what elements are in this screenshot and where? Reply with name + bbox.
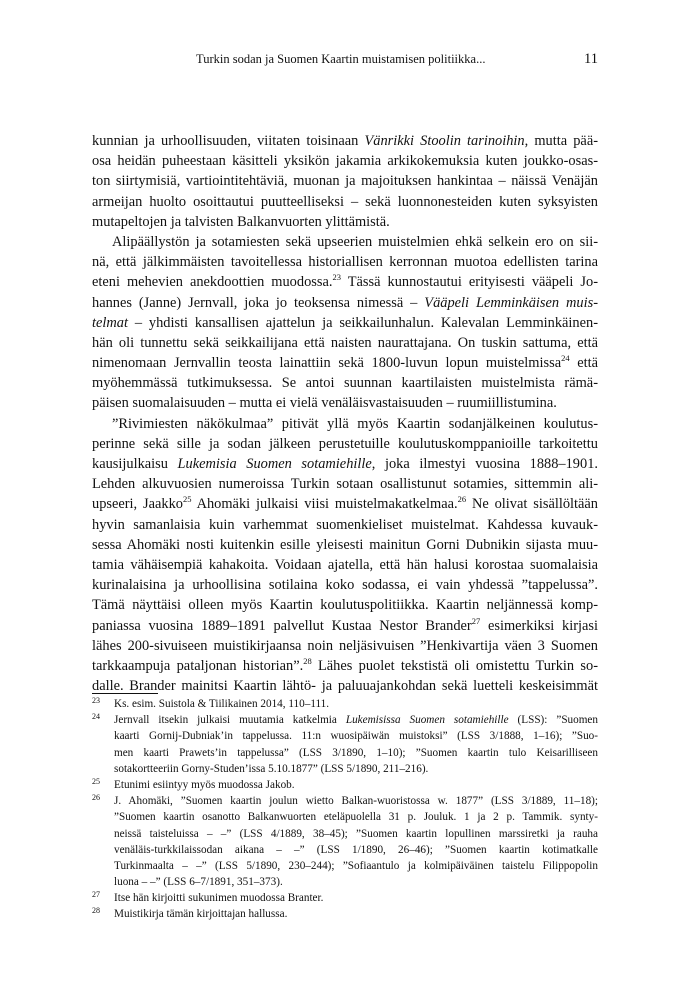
text-run: mutapeltojen ja talvisten Balkanvuorten ylittämistä. [92,213,390,230]
text-run: dalle. Brander mainitsi Kaartin lähtö- ja paluuajankohdan sekä luetteli keskeisimmät [92,678,598,695]
italic-text: Vänrikki Stoolin tarinoihin [364,133,525,149]
text-line [92,616,598,636]
text-run: Jernvall itsekin julkaisi muutamia katkelmia [114,714,346,727]
text-run: Muistikirja tämän kirjoittajan hallussa. [114,908,288,921]
footnote-line [114,890,598,906]
text-run: osa heidän puheestaan käsitteli yksikön jakamia arkikokemuksia kuten joukko-osas- [92,153,598,170]
text-run: kurinalaisina ja urhoollisina sotilaina koko sodassa, ei vain yhdessä ”tappelussa”. [92,577,598,594]
text-run: paniassa vuosina 1889–1891 palvellut Kustaa Nestor Brander [92,617,472,634]
text-line [92,393,598,413]
body-text [92,131,598,696]
footnote-text [114,793,598,890]
footnote-line [114,874,598,890]
text-run: , joka ilmestyi vuosina 1888–1901. [371,456,598,472]
footnote-ref: 28 [303,656,312,667]
text-run: men kaarti Prawets’in tappelussa” (LSS 3/1890, 1–10); ”Suomen kaartin tulo Keisarilliseen [114,746,598,759]
text-run: sotakortteeriin Gorny-Studen’issa 5.10.1877” (LSS 5/1890, 211–216). [114,762,429,775]
text-run: tarkkaampuja pataljonan historian”. [92,657,304,674]
text-line [92,131,598,151]
footnote-line [114,809,598,825]
footnote-ref: 24 [561,353,570,364]
text-run: eteni mehevien anekdoottien muodossa. [92,274,333,291]
footnote-line [114,745,598,761]
text-run: , mutta pää- [524,133,598,149]
running-header [92,52,598,72]
page-number: 11 [584,51,598,67]
text-run: lähes 200-sivuiseen muistikirjaansa noin neljäsivuisen ”Henkivartija väen 3 Suomen [92,637,598,654]
text-line [92,252,598,272]
text-line [92,353,598,373]
text-line [92,313,598,333]
text-line [92,676,598,696]
footnote-ref: 27 [471,615,481,626]
footnote-text [114,777,598,793]
text-run: Turkinmaalta – –” (LSS 5/1890, 230–244); ”Sofiaantulo ja kolmipäiväinen taistelu Filippopolin [114,859,598,872]
text-line [92,333,598,353]
text-run: Lähes puolet tekstistä oli omistettu Turkin so- [311,657,598,674]
text-line [92,272,598,292]
text-line [92,212,598,232]
text-run: kaarti Gornij-Dubniak’in tappelussa. 11:n wuosipäiwän muistoksi” (LSS 3/1888, 1–16); ”Suo- [114,730,598,743]
paragraph [92,414,598,697]
text-line [92,373,598,393]
text-run: myöhemmässä tutkimuksessa. Se antoi suunnan kaartilaisten muistelmista rämä- [92,375,598,392]
footnote-line [114,777,598,793]
footnote [92,890,598,906]
text-line [92,656,598,676]
text-line [92,494,598,514]
footnote-number: 23 [92,696,100,705]
text-line [92,535,598,555]
text-run: Tämä näyttäisi olleen myös Kaartin koulutuspolitiikka. Kaartin neljännessä komp- [92,597,598,614]
text-line [92,575,598,595]
text-run: ”Rivimiesten näkökulmaa” pitivät yllä myös Kaartin sodanjälkeinen koulutus- [112,415,598,432]
footnote-number: 25 [92,776,100,786]
footnote-separator [92,693,158,694]
text-run: venäläis-turkkilaissodan aikana – –” (LSS 1/1890, 26–46); ”Suomen kaartin kotimatkalle [114,843,598,856]
footnote [92,712,598,777]
text-run: hän oli tunnettu sekä seikkailijana että naisten naurattajana. On tuskin sattuma, että [92,334,598,351]
footnote [92,777,598,793]
italic-text: Vääpeli Lemminkäisen muis- [424,294,598,311]
text-line [92,636,598,656]
running-head-title: Turkin sodan ja Suomen Kaartin muistamisen politiikka... [196,52,486,66]
text-run: perinne sekä sille ja sodan jälkeen perustetuille koulutuskomppanioille tarkoitettu [92,435,598,452]
text-run: nä, että jälkimmäisten tavoitellessa historiallisen kerronnan muotoa edellisten tarina [92,254,598,271]
footnote-line [114,906,598,922]
footnote-number: 27 [92,890,100,900]
footnote-text [114,890,598,906]
text-run: sessa Ahomäki nosti kuitenkin esille yleisesti mainitun Gorni Dubnikin sijasta muu- [92,536,598,553]
footnote-text [114,906,598,922]
text-run: nimenomaan Jernvallin teosta lainattiin sekä 1800-luvun lopun muistelmissa [92,355,562,372]
text-line [92,293,598,313]
text-run: Lehden alkuvuosien numeroissa Turkin sotaan osallistunut sotamies, sittemmin ali- [92,476,598,493]
footnote-text [114,696,598,712]
footnote-line [114,793,598,809]
footnote-line [114,842,598,858]
italic-text: Lukemisissa Suomen sotamiehille [345,714,509,727]
footnote-number: 26 [92,793,100,803]
text-run: esimerkiksi kirjasi [480,617,599,634]
footnote-ref: 26 [457,494,467,505]
text-run: että [569,355,598,372]
text-line [92,474,598,494]
text-line [92,595,598,615]
text-run: päisen suomalaisuuden – mutta ei vielä venäläisvastaisuuden – ruumiillistumina. [92,395,557,412]
text-run: neissä taisteluissa – –” (LSS 4/1889, 38–45); ”Suomen kaartin lopullinen marssiretki ja rauha [114,827,598,840]
text-run: luona – –” (LSS 6–7/1891, 351–373). [114,876,283,889]
footnotes [92,696,598,923]
footnote-line [114,761,598,777]
text-run: kausijulkaisu [92,456,178,472]
text-line [92,192,598,212]
footnote-number: 24 [92,712,100,722]
text-run: ton siirtymisiä, vartiointitehtäviä, muonan ja majoituksen hankintaa – näissä Venäjän [92,173,598,190]
text-line [92,232,598,252]
text-run: tamia vähäisempiä kahakoita. Voidaan ajatella, että hän halusi korostaa suomalaisia [92,556,598,573]
text-run: (LSS): ”Suomen [508,714,598,727]
footnote-line [114,696,598,712]
text-run: Itse hän kirjoitti sukunimen muodossa Branter. [114,892,324,905]
italic-text: telmat [92,314,128,331]
text-run: Ne olivat sisällöltään [466,496,599,513]
footnote-line [114,712,598,728]
text-run: – yhdisti kansallisen ajattelun ja seikkailunhalun. Kalevalan Lemminkäinen- [127,314,598,331]
footnote [92,906,598,922]
paragraph [92,232,598,414]
text-line [92,434,598,454]
text-run: armeijan huolto osoittautui puutteelliseksi – sekä luonnonesteiden kuten syksyisten [92,193,598,210]
footnote-text [114,712,598,777]
footnote-number: 28 [92,906,100,916]
text-line [92,414,598,434]
footnote [92,696,598,712]
paragraph [92,131,598,232]
italic-text: Lukemisia Suomen sotamiehille [177,456,372,472]
footnote [92,793,598,890]
text-run: Alipäällystön ja sotamiesten sekä upseerien muistelmien ehkä selkein ero on sii- [112,233,598,250]
text-run: upseeri, Jaakko [92,496,183,513]
text-line [92,515,598,535]
footnote-line [114,858,598,874]
footnote-line [114,826,598,842]
text-line [92,454,598,474]
text-line [92,151,598,171]
text-line [92,171,598,191]
text-run: Ks. esim. Suistola & Tiilikainen 2014, 110–111. [114,698,330,710]
footnote-ref: 23 [332,272,341,283]
text-run: hannes (Janne) Jernvall, joka jo teoksensa nimessä – [92,294,425,311]
text-run: ”Suomen kaartin osanotto Balkanwuorten eteläpuolella 31 p. Jouluk. 1 ja 2 p. Tammik. synty- [114,811,598,824]
text-run: Ahomäki julkaisi viisi muistelmakatkelmaa. [191,496,458,513]
text-run: J. Ahomäki, ”Suomen kaartin joulun wietto Balkan-wuoristossa w. 1877” (LSS 3/1889, 11–18); [114,795,598,808]
footnote-ref: 25 [183,494,192,505]
text-run: Tässä kunnostautui erityisesti vääpeli Jo- [340,274,598,291]
footnote-line [114,728,598,744]
text-line [92,555,598,575]
text-run: hyvin samanlaisia kuin varhemmat suomenkieliset muistelmat. Kahdessa kuvauk- [92,516,598,533]
text-run: kunnian ja urhoollisuuden, viitaten toisinaan [92,133,365,149]
text-run: Etunimi esiintyy myös muodossa Jakob. [114,778,295,791]
